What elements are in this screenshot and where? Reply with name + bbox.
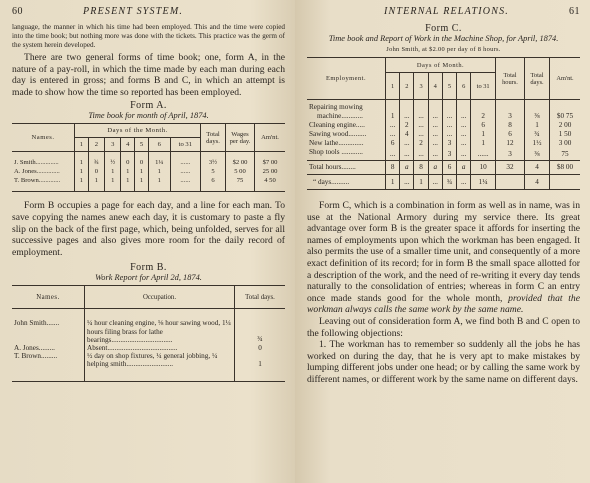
right-running-head: [307, 6, 580, 17]
form-c-heading: Form C.: [425, 23, 462, 34]
form-a-table: [12, 123, 285, 192]
right-running-title: INTERNAL RELATIONS.: [383, 6, 509, 17]
form-b-col-names: Names.: [12, 286, 85, 309]
form-c-day: to 31: [471, 73, 496, 100]
right-paragraph-1-italic: provided that the workman always calls the same work by the same name.: [307, 292, 580, 316]
form-c-row: machine............ 1 ... ... ... ... ... 2 3 ⅜ $0 75: [307, 112, 580, 121]
form-b-col-occupation: Occupation.: [85, 286, 235, 309]
form-b-row: T. Brown......... ½ day on shop fixtures, ¼ general jobbing, ¼ helping smith.......................... 1: [12, 352, 285, 381]
form-c-total-row: Total hours........ 8 a 8 a 6 a 10 32 4 $8 00: [307, 161, 580, 175]
form-c-row: Shop tools ............ ... ... ... ... 3 ... ...... 3 ⅜ 75: [307, 148, 580, 161]
form-b-col-total: Total days.: [235, 286, 286, 309]
form-c-col-total-hours: Total hours.: [496, 58, 525, 100]
left-running-head: [12, 6, 285, 17]
form-a-day: 6: [148, 138, 170, 152]
form-c-day: 1: [386, 73, 400, 100]
form-a-row: T. Brown............. 1 1 1 1 1 1 ...... 6 75 4 50: [12, 176, 285, 185]
form-a-col-amount: Am'nt.: [255, 124, 286, 152]
form-a-subtitle: Time book for month of April, 1874.: [88, 111, 209, 121]
left-page-number: 60: [12, 6, 23, 17]
form-c-row: New lathe.............. 6 ... 2 ... 3 ... 1 12 1½ 3 00: [307, 139, 580, 148]
right-page: [295, 0, 590, 483]
form-c-day: 6: [457, 73, 471, 100]
form-a-col-total: Total days.: [201, 124, 226, 152]
form-c-table: [307, 57, 580, 190]
form-a-col-wages: Wages per day.: [226, 124, 255, 152]
form-a-heading: Form A.: [130, 100, 167, 112]
form-a-day: 1: [75, 138, 89, 152]
form-a-col-names: Names.: [12, 124, 75, 152]
left-paragraph-2: Form B occupies a page for each day, and a line for each man. To save copying the names anew each day, it is customary to paste a fly slip on the back of the first page, which, being unfolded, serves for all successive pages and also gives more room for the daily record of employment.: [12, 200, 285, 258]
form-c-row: Repairing mowing: [307, 100, 580, 113]
form-c-col-total-days: Total days.: [525, 58, 550, 100]
left-intro-paragraph: language, the manner in which his time had been employed. This and the time were copied into the time book; but nothing more was done with the tickets. This practice was the germ of the system herein developed.: [12, 23, 285, 49]
form-c-day: 2: [400, 73, 414, 100]
form-a-row: J. Smith.............. 1 ¾ ½ 0 0 1¼ ...... 3½ $2 00 $7 00: [12, 158, 285, 167]
form-a-day: to 31: [170, 138, 200, 152]
form-a-day: 2: [88, 138, 104, 152]
form-a-day: 3: [105, 138, 121, 152]
form-c-col-days: Days of Month.: [386, 58, 496, 73]
form-b-row: A. Jones......... Absent....................................... 0: [12, 344, 285, 352]
form-b-subtitle: Work Report for April 2d, 1874.: [95, 273, 202, 283]
form-c-col-employment: Employment.: [307, 58, 386, 100]
form-c-worker: John Smith, at $2.00 per day of 8 hours.: [386, 46, 501, 53]
form-c-col-amount: Am'nt.: [550, 58, 581, 100]
form-c-row: Cleaning engine..... ... 2 ... ... ... ... 6 8 1 2 00: [307, 121, 580, 130]
form-a-day: 4: [121, 138, 135, 152]
form-b-row: John Smith....... ¼ hour cleaning engine, ⅛ hour sawing wood, 1¼ hours filing brass for lathe bearings.................................. ¾: [12, 309, 285, 344]
right-paragraph-1: Form C, which is a combination in form as well as in name, was in use at the National Armory during my service there. Its great advantage over form B is the greater space it affords for inserting the names of employments upon which the workman has been engaged. It also permits the use of a smaller time unit, and consequently of a more exact definition of its record; for in form B the small space allotted for a description of the work, and the need of re-writing it every day tends naturally to the consolidation of entries; whereas in form C an entry once made stands good for the whole month, provided that the workman always calls the same work by the same name.: [307, 200, 580, 316]
right-paragraph-2: Leaving out of consideration form A, we find both B and C open to the following objections:: [307, 315, 580, 339]
left-paragraph-1: There are two general forms of time book; one, form A, in the nature of a pay-roll, in which the time made by each man during each day is entered in gross; and forms B and C, in which an attempt is made to show how the time so reported has been employed.: [12, 52, 285, 98]
form-b-heading: Form B.: [130, 262, 167, 274]
form-c-row: Sawing wood.......... ... 4 ... ... ... ... 1 6 ¾ 1 50: [307, 130, 580, 139]
left-running-title: PRESENT SYSTEM.: [83, 6, 184, 17]
form-c-total-row: “ days.......... 1 ... 1 ... ¾ ... 1¼ 4: [307, 175, 580, 190]
form-c-day: 3: [414, 73, 428, 100]
right-paragraph-3: 1. The workman has to remember so suddenly all the jobs he has worked on during the day, that he is very apt to make mistakes by lumping different jobs under one head; or by calling the same work by different names, or different work by the same name on different days.: [307, 339, 580, 385]
form-c-day: 5: [442, 73, 456, 100]
right-page-number: 61: [569, 6, 580, 17]
form-a-day: 5: [135, 138, 149, 152]
form-c-subtitle: Time book and Report of Work in the Machine Shop, for April, 1874.: [328, 34, 559, 43]
form-a-col-days: Days of the Month.: [75, 124, 201, 138]
form-c-day: 4: [428, 73, 442, 100]
form-b-table: [12, 285, 285, 381]
form-a-row: A. Jones.............. 1 0 1 1 1 1 ...... 5 5 00 25 00: [12, 167, 285, 176]
